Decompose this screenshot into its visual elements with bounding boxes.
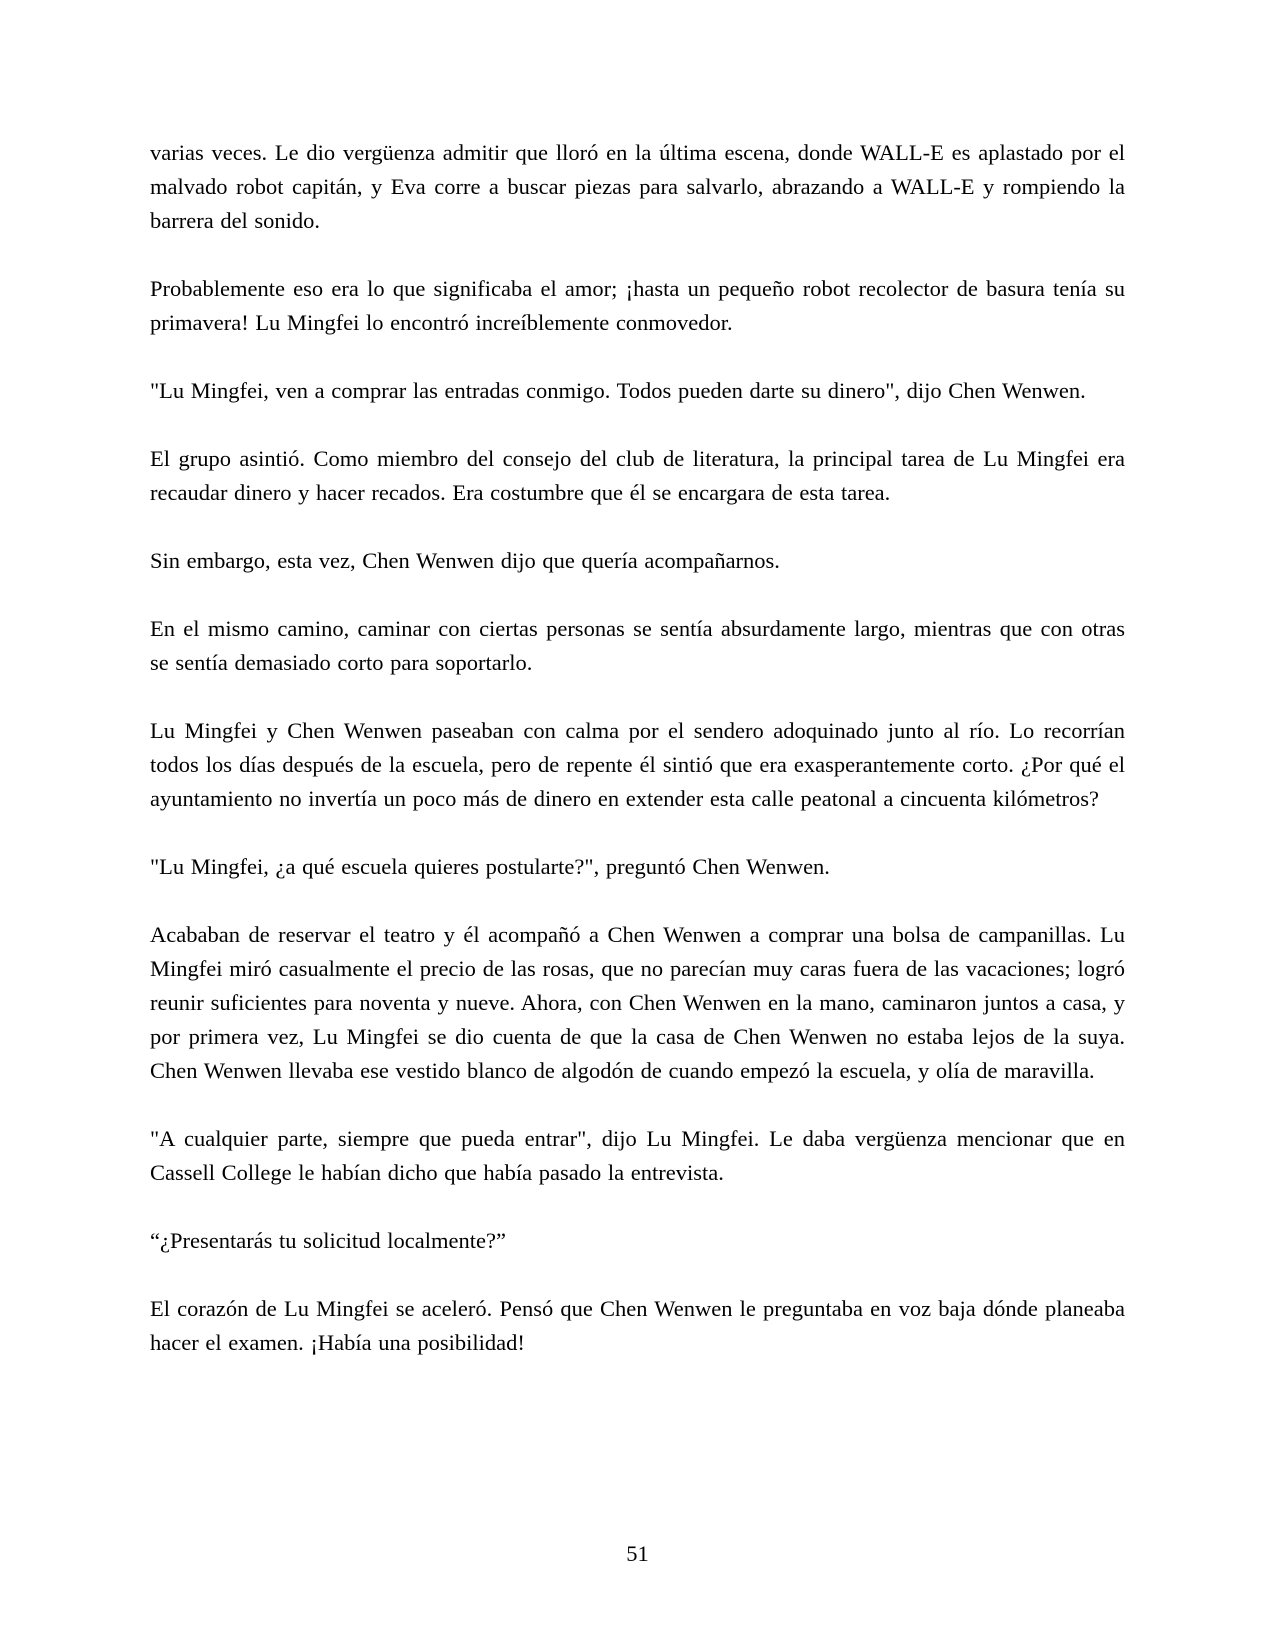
page-body — [150, 136, 1125, 1394]
paragraph: El corazón de Lu Mingfei se aceleró. Pensó que Chen Wenwen le preguntaba en voz baja dónde planeaba hacer el examen. ¡Había una posibilidad! — [150, 1296, 1125, 1355]
paragraph: "A cualquier parte, siempre que pueda entrar", dijo Lu Mingfei. Le daba vergüenza mencionar que en Cassell College le habían dicho que había pasado la entrevista. — [150, 1126, 1125, 1185]
page-number: 51 — [626, 1541, 649, 1566]
paragraph: “¿Presentarás tu solicitud localmente?” — [150, 1228, 506, 1253]
paragraph: Probablemente eso era lo que significaba el amor; ¡hasta un pequeño robot recolector de basura tenía su primavera! Lu Mingfei lo encontró increíblemente conmovedor. — [150, 276, 1125, 335]
paragraph: "Lu Mingfei, ven a comprar las entradas conmigo. Todos pueden darte su dinero", dijo Chen Wenwen. — [150, 378, 1086, 403]
paragraph: "Lu Mingfei, ¿a qué escuela quieres postularte?", preguntó Chen Wenwen. — [150, 854, 830, 879]
paragraph: Lu Mingfei y Chen Wenwen paseaban con calma por el sendero adoquinado junto al río. Lo recorrían todos los días después de la escuela, pero de repente él sintió que era exasperantemente corto. ¿Por qué el ayuntamiento no invertía un poco más de dinero en extender esta calle peatonal a cincuenta kilómetros? — [150, 718, 1125, 811]
paragraph: En el mismo camino, caminar con ciertas personas se sentía absurdamente largo, mientras que con otras se sentía demasiado corto para soportarlo. — [150, 616, 1125, 675]
paragraph: Acababan de reservar el teatro y él acompañó a Chen Wenwen a comprar una bolsa de campanillas. Lu Mingfei miró casualmente el precio de las rosas, que no parecían muy caras fuera de las vacaciones; logró reunir suficientes para noventa y nueve. Ahora, con Chen Wenwen en la mano, caminaron juntos a casa, y por primera vez, Lu Mingfei se dio cuenta de que la casa de Chen Wenwen no estaba lejos de la suya. Chen Wenwen llevaba ese vestido blanco de algodón de cuando empezó la escuela, y olía de maravilla. — [150, 922, 1125, 1083]
paragraph: varias veces. Le dio vergüenza admitir que lloró en la última escena, donde WALL-E es aplastado por el malvado robot capitán, y Eva corre a buscar piezas para salvarlo, abrazando a WALL-E y rompiendo la barrera del sonido. — [150, 140, 1125, 233]
paragraph: El grupo asintió. Como miembro del consejo del club de literatura, la principal tarea de Lu Mingfei era recaudar dinero y hacer recados. Era costumbre que él se encargara de esta tarea. — [150, 446, 1125, 505]
paragraph: Sin embargo, esta vez, Chen Wenwen dijo que quería acompañarnos. — [150, 548, 780, 573]
